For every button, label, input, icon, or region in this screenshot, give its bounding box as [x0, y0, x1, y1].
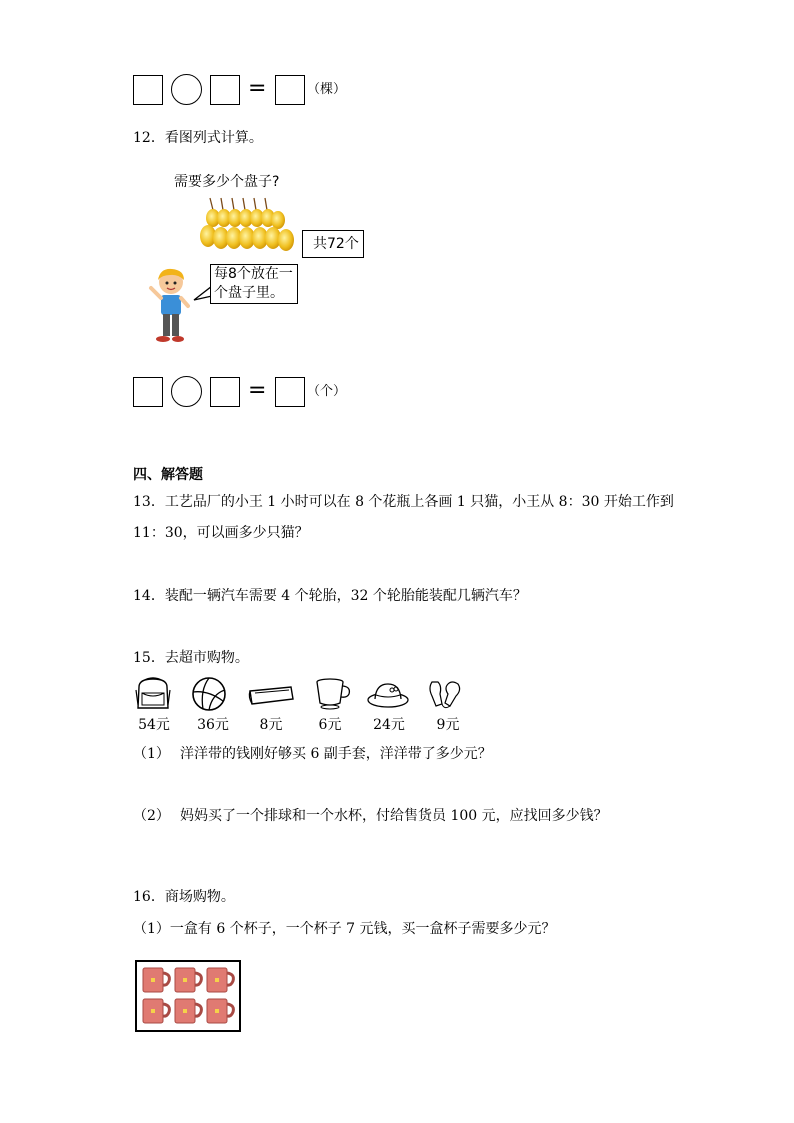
backpack-icon [133, 675, 173, 711]
cup-icon [313, 676, 353, 710]
question-16-title: 16．商场购物。 [133, 889, 235, 905]
hat-icon [366, 680, 410, 710]
answer-box[interactable] [133, 377, 163, 407]
price-label: 8元 [259, 717, 283, 733]
price-label: 9元 [436, 717, 460, 733]
question-13-line2: 11：30，可以画多少只猫？ [133, 525, 309, 541]
subquestion-number: （1） [133, 746, 170, 762]
pears-icon [196, 196, 300, 256]
total-count-box: 共72个 [302, 230, 364, 258]
cup-box-icon [135, 960, 241, 1032]
answer-box[interactable] [210, 75, 240, 105]
question-14: 14．装配一辆汽车需要 4 个轮胎，32 个轮胎能装配几辆汽车？ [133, 588, 527, 604]
section-heading: 四、解答题 [133, 467, 203, 483]
question-16-sub1: （1）一盒有 6 个杯子，一个杯子 7 元钱，买一盒杯子需要多少元？ [133, 921, 556, 937]
unit-label: （个） [307, 384, 347, 399]
question-15-sub1: 洋洋带的钱刚好够买 6 副手套，洋洋带了多少元？ [180, 746, 492, 762]
boy-icon [144, 266, 194, 344]
question-15-sub2: 妈妈买了一个排球和一个水杯，付给售货员 100 元，应找回多少钱？ [180, 808, 608, 824]
illustration-question: 需要多少个盘子? [174, 174, 280, 190]
unit-label: （棵） [307, 82, 347, 97]
answer-box[interactable] [275, 377, 305, 407]
speech-tail [192, 282, 212, 304]
question-15-title: 15．去超市购物。 [133, 650, 249, 666]
operator-circle[interactable] [171, 376, 202, 407]
speech-line: 个盘子里。 [214, 285, 284, 301]
question-13-line1: 13．工艺品厂的小王 1 小时可以在 8 个花瓶上各画 1 只猫，小王从 8：30 开始工作到 [133, 494, 674, 510]
equals-sign: = [248, 76, 267, 101]
operator-circle[interactable] [171, 74, 202, 105]
question-12-title: 12．看图列式计算。 [133, 130, 263, 146]
equals-sign: = [248, 378, 267, 403]
price-label: 54元 [138, 717, 170, 733]
price-label: 36元 [197, 717, 229, 733]
price-label: 6元 [318, 717, 342, 733]
gloves-icon [426, 678, 464, 712]
price-label: 24元 [373, 717, 405, 733]
pencil-case-icon [247, 683, 295, 707]
speech-line: 每8个放在一 [214, 266, 293, 282]
speech-bubble [210, 264, 298, 304]
answer-box[interactable] [275, 75, 305, 105]
subquestion-number: （2） [133, 808, 170, 824]
answer-box[interactable] [210, 377, 240, 407]
answer-box[interactable] [133, 75, 163, 105]
volleyball-icon [190, 676, 228, 712]
